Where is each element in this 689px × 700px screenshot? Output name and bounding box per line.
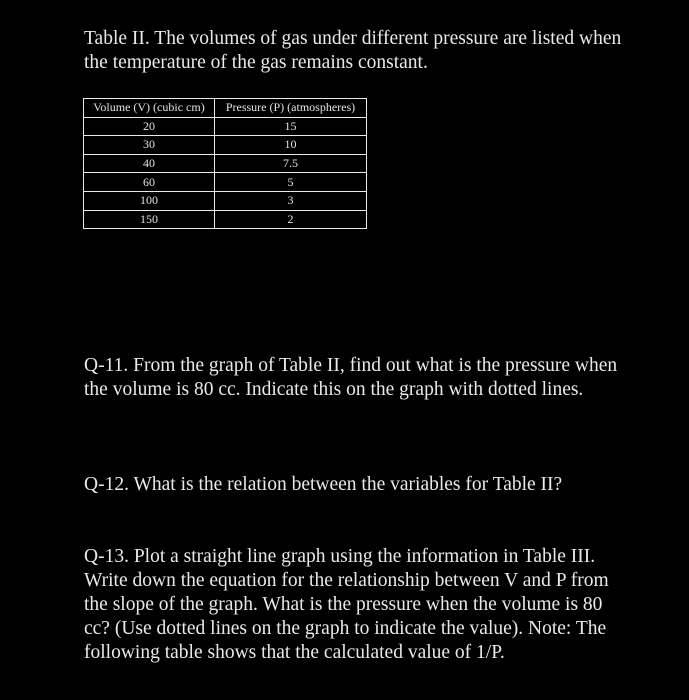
table-header-row [84,99,367,118]
table-row [84,191,367,210]
table-row [84,210,367,229]
table-heading: Table II. The volumes of gas under different pressure are listed when the temperature of the gas remains constant. [84,28,622,73]
table-row [84,136,367,155]
column-header-volume: Volume (V) (cubic cm) [84,99,215,118]
column-header-pressure: Pressure (P) (atmospheres) [215,99,367,118]
volume-cell: 30 [84,136,215,155]
volume-cell: 150 [84,210,215,229]
pressure-cell: 7.5 [215,154,367,173]
volume-cell: 20 [84,117,215,136]
table-row [84,117,367,136]
pressure-cell: 15 [215,117,367,136]
pressure-cell: 2 [215,210,367,229]
pressure-cell: 5 [215,173,367,192]
volume-cell: 40 [84,154,215,173]
table-row [84,154,367,173]
volume-cell: 100 [84,191,215,210]
question-13: Q-13. Plot a straight line graph using the information in Table III. Write down the equation for the relationship between V and P from the slope of the graph. What is the pressure when the volume is 80 cc? (Use dotted lines on the graph to indicate the value). Note: The following table shows that the calculated value of 1/P. [84,546,609,663]
question-12: Q-12. What is the relation between the variables for Table II? [84,474,563,495]
pressure-cell: 10 [215,136,367,155]
volume-cell: 60 [84,173,215,192]
question-11: Q-11. From the graph of Table II, find out what is the pressure when the volume is 80 cc. Indicate this on the graph with dotted lines. [84,355,618,400]
table-row [84,173,367,192]
volume-pressure-table [83,98,367,229]
pressure-cell: 3 [215,191,367,210]
